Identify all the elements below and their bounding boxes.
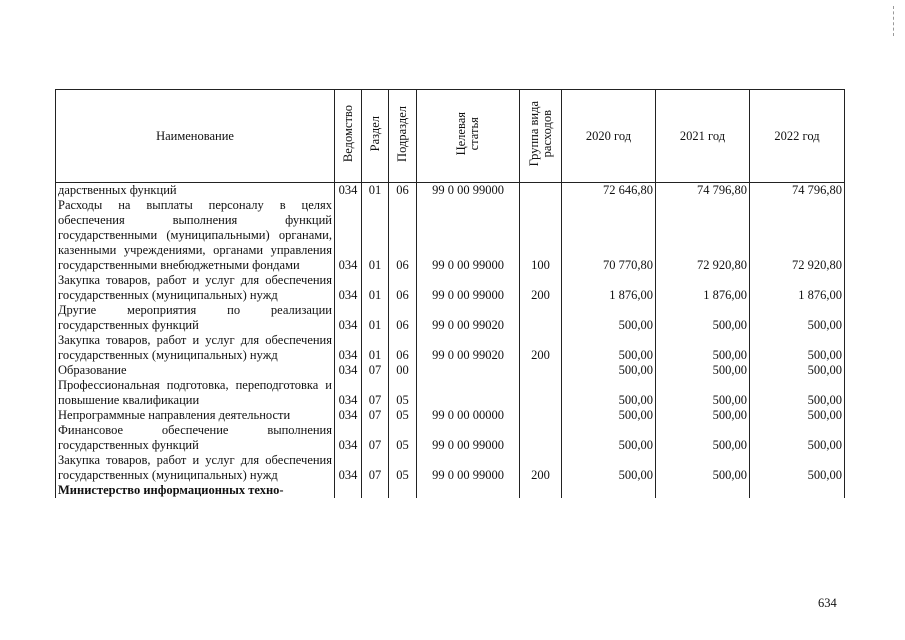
cell-vedomstvo: 034 [335, 363, 362, 378]
cell-2020: 500,00 [562, 363, 656, 378]
cell-razdel: 07 [362, 423, 389, 453]
cell-name: Непрограммные направления деятельности [56, 408, 335, 423]
cell-podrazdel: 05 [389, 423, 417, 453]
cell-2022: 1 876,00 [750, 273, 845, 303]
cell-podrazdel: 06 [389, 333, 417, 363]
cell-2022: 500,00 [750, 423, 845, 453]
cell-gruppa [520, 363, 562, 378]
cell-2021: 500,00 [656, 333, 750, 363]
cell-2021: 72 920,80 [656, 198, 750, 273]
table-row [56, 333, 845, 363]
cell-podrazdel [389, 483, 417, 498]
cell-vedomstvo: 034 [335, 453, 362, 483]
cell-podrazdel: 05 [389, 378, 417, 408]
cell-vedomstvo: 034 [335, 183, 362, 199]
cell-celevaya-statya: 99 0 00 99000 [417, 453, 520, 483]
cell-gruppa: 200 [520, 333, 562, 363]
table-row [56, 303, 845, 333]
cell-celevaya-statya: 99 0 00 99020 [417, 333, 520, 363]
cell-2020: 70 770,80 [562, 198, 656, 273]
cell-2022 [750, 483, 845, 498]
table-row [56, 183, 845, 199]
cell-razdel: 07 [362, 363, 389, 378]
cell-2020: 72 646,80 [562, 183, 656, 199]
cell-celevaya-statya: 99 0 00 99000 [417, 183, 520, 199]
cell-gruppa [520, 483, 562, 498]
cell-podrazdel: 06 [389, 273, 417, 303]
header-razdel: Раздел [362, 90, 389, 183]
cell-vedomstvo: 034 [335, 333, 362, 363]
cell-2022: 500,00 [750, 333, 845, 363]
table-row [56, 453, 845, 483]
header-2020: 2020 год [562, 90, 656, 183]
cell-celevaya-statya: 99 0 00 99000 [417, 423, 520, 453]
cell-podrazdel: 05 [389, 408, 417, 423]
cell-2021: 500,00 [656, 363, 750, 378]
cell-celevaya-statya: 99 0 00 99000 [417, 198, 520, 273]
cell-podrazdel: 06 [389, 198, 417, 273]
table-row [56, 273, 845, 303]
cell-gruppa [520, 408, 562, 423]
cell-vedomstvo: 034 [335, 303, 362, 333]
cell-name: Закупка товаров, работ и услуг для обеспечения государственных (муниципальных) нужд [56, 333, 335, 363]
cell-gruppa: 200 [520, 273, 562, 303]
cell-celevaya-statya [417, 378, 520, 408]
cell-name: Закупка товаров, работ и услуг для обеспечения государственных (муниципальных) нужд [56, 453, 335, 483]
header-celevaya-statya: Целевая статья [417, 90, 520, 183]
cell-2022: 500,00 [750, 303, 845, 333]
cell-gruppa [520, 378, 562, 408]
cell-2022: 500,00 [750, 408, 845, 423]
cell-podrazdel: 06 [389, 303, 417, 333]
cell-razdel: 07 [362, 453, 389, 483]
cell-celevaya-statya: 99 0 00 99000 [417, 273, 520, 303]
cell-podrazdel: 06 [389, 183, 417, 199]
cell-gruppa [520, 303, 562, 333]
cell-2021: 500,00 [656, 423, 750, 453]
cell-celevaya-statya: 99 0 00 00000 [417, 408, 520, 423]
cell-celevaya-statya [417, 363, 520, 378]
table-row [56, 198, 845, 273]
cell-gruppa [520, 183, 562, 199]
cell-podrazdel: 05 [389, 453, 417, 483]
cell-2020: 500,00 [562, 423, 656, 453]
cell-2020: 1 876,00 [562, 273, 656, 303]
cell-2020: 500,00 [562, 453, 656, 483]
cell-razdel [362, 483, 389, 498]
cell-2021: 500,00 [656, 453, 750, 483]
cell-2021: 500,00 [656, 408, 750, 423]
cell-name: Финансовое обеспечение выполнения государственных функций [56, 423, 335, 453]
table-row [56, 378, 845, 408]
table-header-row [56, 90, 845, 183]
cell-vedomstvo: 034 [335, 423, 362, 453]
cell-vedomstvo: 034 [335, 408, 362, 423]
cell-razdel: 01 [362, 183, 389, 199]
table-row [56, 408, 845, 423]
cell-2022: 500,00 [750, 378, 845, 408]
cell-2021: 500,00 [656, 303, 750, 333]
cell-2021: 1 876,00 [656, 273, 750, 303]
cell-gruppa [520, 423, 562, 453]
table-body [56, 183, 845, 499]
cell-razdel: 07 [362, 378, 389, 408]
cell-2022: 74 796,80 [750, 183, 845, 199]
cell-gruppa: 100 [520, 198, 562, 273]
cell-name: дарственных функций [56, 183, 335, 199]
page-number: 634 [818, 596, 837, 610]
cell-name: Другие мероприятия по реализации государственных функций [56, 303, 335, 333]
cell-gruppa: 200 [520, 453, 562, 483]
cell-2022: 500,00 [750, 363, 845, 378]
header-gruppa-vida-rashodov: Группа вида расходов [520, 90, 562, 183]
cell-name: Профессиональная подготовка, переподготовка и повышение квалификации [56, 378, 335, 408]
cell-name: Министерство информационных техно- [56, 483, 335, 498]
cell-razdel: 01 [362, 303, 389, 333]
cell-vedomstvo: 034 [335, 273, 362, 303]
cell-razdel: 01 [362, 333, 389, 363]
cell-2021 [656, 483, 750, 498]
cell-name: Закупка товаров, работ и услуг для обеспечения государственных (муниципальных) нужд [56, 273, 335, 303]
cell-2020 [562, 483, 656, 498]
cell-2022: 500,00 [750, 453, 845, 483]
cell-celevaya-statya: 99 0 00 99020 [417, 303, 520, 333]
budget-table [55, 89, 845, 498]
cell-celevaya-statya [417, 483, 520, 498]
cell-razdel: 01 [362, 273, 389, 303]
table-row [56, 483, 845, 498]
cell-vedomstvo: 034 [335, 198, 362, 273]
table-row [56, 423, 845, 453]
cell-2021: 74 796,80 [656, 183, 750, 199]
cell-name: Расходы на выплаты персоналу в целях обеспечения выполнения функций государственными (муниципальными) органами, казенными учреждениями, органами управления государственными внебюджетными фондами [56, 198, 335, 273]
edge-mark [893, 6, 895, 36]
cell-2020: 500,00 [562, 408, 656, 423]
cell-razdel: 01 [362, 198, 389, 273]
header-vedomstvo: Ведомство [335, 90, 362, 183]
cell-vedomstvo: 034 [335, 378, 362, 408]
cell-2020: 500,00 [562, 378, 656, 408]
header-name: Наименование [56, 90, 335, 183]
cell-2020: 500,00 [562, 333, 656, 363]
table-row [56, 363, 845, 378]
cell-vedomstvo [335, 483, 362, 498]
cell-razdel: 07 [362, 408, 389, 423]
cell-podrazdel: 00 [389, 363, 417, 378]
cell-name: Образование [56, 363, 335, 378]
cell-2022: 72 920,80 [750, 198, 845, 273]
header-podrazdel: Подраздел [389, 90, 417, 183]
header-2021: 2021 год [656, 90, 750, 183]
cell-2021: 500,00 [656, 378, 750, 408]
cell-2020: 500,00 [562, 303, 656, 333]
header-2022: 2022 год [750, 90, 845, 183]
